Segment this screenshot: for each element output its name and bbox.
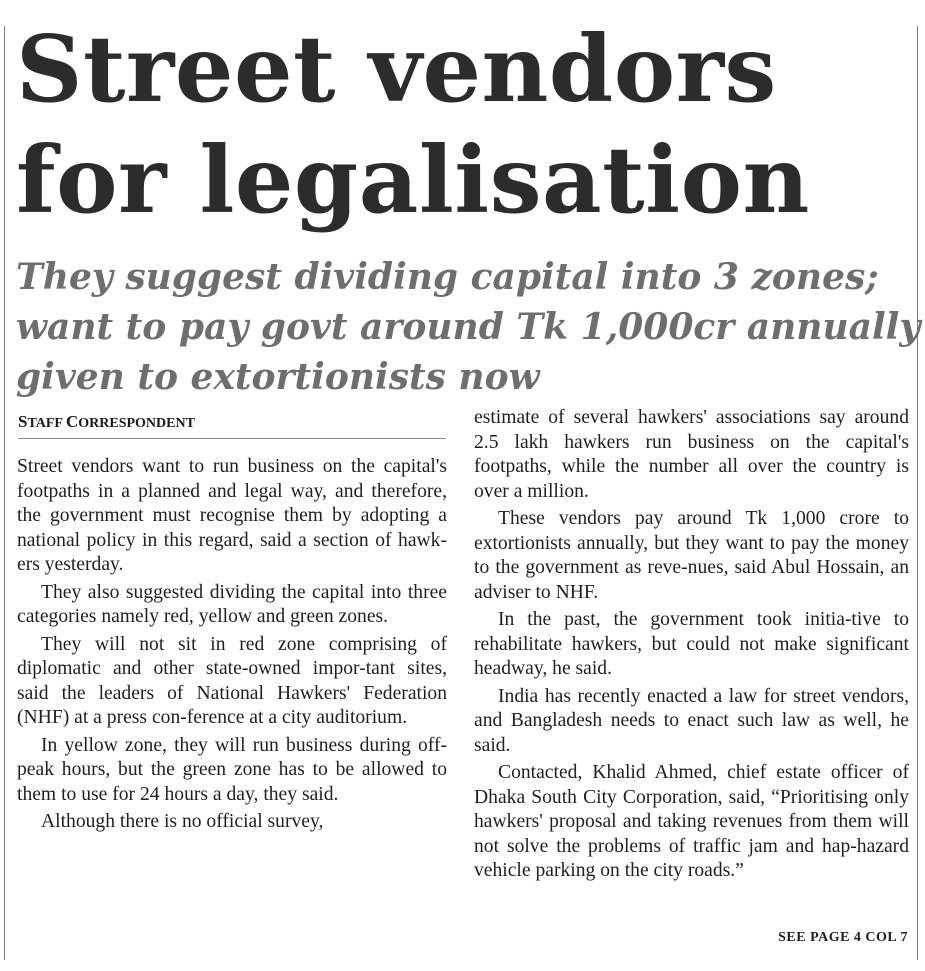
- subheadline-line-1: They suggest dividing capital into 3 zones;: [16, 256, 879, 298]
- body-paragraph: These vendors pay around Tk 1,000 crore to extortionists annually, but they want to pay the money to the government as reve-nues, said Abul Hossain, an adviser to NHF.: [474, 508, 909, 603]
- body-paragraph: In the past, the government took initia-tive to rehabilitate hawkers, but could not make significant headway, he said.: [474, 609, 909, 679]
- byline: STAFF CORRESPONDENT: [18, 412, 446, 439]
- subheadline: [16, 252, 920, 402]
- body-paragraph: Although there is no official survey,: [41, 811, 324, 832]
- body-paragraph: In yellow zone, they will run business during off-peak hours, but the green zone has to be allowed to them to use for 24 hours a day, they said.: [17, 734, 447, 805]
- body-paragraph: They will not sit in red zone comprising of diplomatic and other state-owned impor-tant sites, said the leaders of National Hawkers' Federation (NHF) at a press con-ference at a city auditorium.: [17, 633, 447, 728]
- headline-line-2: for legalisation: [16, 126, 810, 234]
- continuation-jump-line: SEE PAGE 4 COL 7: [778, 930, 908, 945]
- body-paragraph: Contacted, Khalid Ahmed, chief estate officer of Dhaka South City Corporation, said, “Prioritising only hawkers' proposal and taking revenues from them will not solve the problems of traffic jam and hap-hazard vehicle parking on the city roads.”: [474, 762, 909, 881]
- subheadline-line-3: given to extortionists now: [16, 356, 540, 398]
- headline: [16, 14, 810, 236]
- subheadline-line-2: want to pay govt around Tk 1,000cr annually: [16, 306, 921, 348]
- body-paragraph: Street vendors want to run business on the capital's footpaths in a planned and legal way, and therefore, the government must recognise them by adopting a national policy in this regard, said a section of hawk-ers yesterday.: [17, 456, 447, 575]
- article-column-right: [474, 406, 909, 887]
- body-paragraph: India has recently enacted a law for street vendors, and Bangladesh needs to enact such law as well, he said.: [474, 685, 909, 756]
- body-paragraph: They also suggested dividing the capital into three categories namely red, yellow and green zones.: [17, 581, 447, 627]
- left-column-rule: [4, 26, 5, 960]
- right-column-rule: [917, 26, 918, 960]
- body-paragraph: estimate of several hawkers' associations say around 2.5 lakh hawkers run business on the capital's footpaths, while the number all over the country is over a million.: [474, 407, 909, 502]
- article-column-left: [17, 455, 447, 838]
- headline-line-1: Street vendors: [16, 15, 777, 123]
